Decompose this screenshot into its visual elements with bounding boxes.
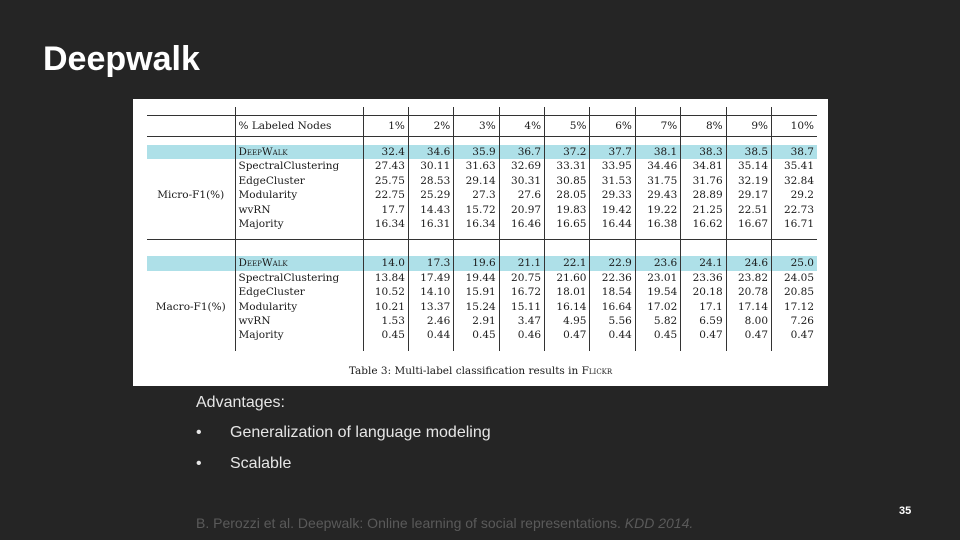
value-cell: 35.9 (454, 145, 499, 159)
value-cell: 21.1 (499, 256, 544, 270)
column-header: 5% (545, 116, 590, 137)
spacer-cell (363, 248, 408, 256)
spacer-cell (726, 137, 771, 146)
value-cell: 31.75 (635, 174, 680, 188)
algorithm-cell: Modularity (235, 188, 363, 202)
value-cell: 20.18 (681, 285, 726, 299)
value-cell: 27.6 (499, 188, 544, 202)
spacer-cell (681, 240, 726, 249)
spacer-cell (499, 343, 544, 351)
value-cell: 36.7 (499, 145, 544, 159)
value-cell: 29.17 (726, 188, 771, 202)
algorithm-cell: DeepWalk (235, 145, 363, 159)
value-cell: 20.97 (499, 203, 544, 217)
spacer-cell (363, 107, 408, 116)
value-cell: 8.00 (726, 314, 771, 328)
value-cell: 22.51 (726, 203, 771, 217)
value-cell: 13.37 (408, 300, 453, 314)
value-cell: 38.5 (726, 145, 771, 159)
value-cell: 15.11 (499, 300, 544, 314)
metric-cell (147, 159, 235, 173)
spacer-cell (235, 231, 363, 240)
table-row (147, 145, 817, 159)
value-cell: 32.69 (499, 159, 544, 173)
advantages-item (196, 422, 491, 444)
citation-text: B. Perozzi et al. Deepwalk: Online learning of social representations. (196, 515, 625, 531)
spacer-cell (726, 231, 771, 240)
spacer-cell (545, 240, 590, 249)
value-cell: 16.34 (454, 217, 499, 231)
value-cell: 7.26 (790, 315, 814, 328)
column-header: 6% (590, 116, 635, 137)
spacer-cell (454, 137, 499, 146)
table-row (147, 203, 817, 217)
value-cell: 18.54 (590, 285, 635, 299)
table-row (147, 328, 817, 342)
value-cell: 29.33 (590, 188, 635, 202)
table-spacer-row (147, 248, 817, 256)
spacer-cell (635, 343, 680, 351)
citation (196, 515, 693, 531)
bullet-icon: • (196, 455, 202, 472)
table-row (147, 300, 817, 314)
value-cell: 5.56 (590, 314, 635, 328)
table-row (147, 314, 817, 328)
table-spacer-row (147, 107, 817, 116)
column-header: 9% (726, 116, 771, 137)
value-cell: 18.01 (545, 285, 590, 299)
results-table-figure (133, 99, 828, 386)
value-cell: 16.67 (726, 217, 771, 231)
value-cell: 4.95 (545, 314, 590, 328)
spacer-cell (454, 343, 499, 351)
table-caption-dataset: Flickr (581, 365, 613, 377)
value-cell: 0.47 (545, 328, 590, 342)
results-table (147, 107, 817, 351)
value-cell: 19.22 (635, 203, 680, 217)
algorithm-cell: Majority (235, 217, 363, 231)
column-header: 8% (681, 116, 726, 137)
table-header-row (147, 116, 817, 137)
value-cell: 31.76 (681, 174, 726, 188)
spacer-cell (147, 137, 235, 146)
table-body (147, 107, 817, 351)
table-row (147, 174, 817, 188)
value-cell: 25.29 (408, 188, 453, 202)
table-row (147, 256, 817, 270)
value-cell: 2.91 (454, 314, 499, 328)
value-cell: 27.43 (363, 159, 408, 173)
spacer-cell (235, 343, 363, 351)
spacer-cell (726, 240, 771, 249)
table-spacer-row (147, 343, 817, 351)
spacer-cell (499, 240, 544, 249)
metric-cell (147, 271, 235, 285)
spacer-cell (635, 240, 680, 249)
value-cell: 24.05 (783, 271, 814, 284)
value-cell: 29.14 (454, 174, 499, 188)
value-cell: 20.78 (726, 285, 771, 299)
value-cell: 13.84 (363, 271, 408, 285)
table-row (147, 159, 817, 173)
table-row (147, 285, 817, 299)
value-cell: 38.3 (681, 145, 726, 159)
algorithm-cell: Majority (235, 328, 363, 342)
spacer-cell (635, 107, 680, 116)
value-cell: 23.6 (635, 256, 680, 270)
algorithm-cell: Modularity (235, 300, 363, 314)
value-cell: 32.19 (726, 174, 771, 188)
spacer-cell (726, 248, 771, 256)
value-cell: 34.81 (681, 159, 726, 173)
metric-cell (147, 203, 235, 217)
spacer-cell (235, 137, 363, 146)
spacer-cell (681, 137, 726, 146)
spacer-cell (681, 248, 726, 256)
value-cell: 21.25 (681, 203, 726, 217)
spacer-cell (545, 137, 590, 146)
value-cell: 19.44 (454, 271, 499, 285)
value-cell: 17.3 (408, 256, 453, 270)
value-cell: 28.53 (408, 174, 453, 188)
metric-cell: Macro-F1(%) (147, 300, 235, 314)
spacer-cell (635, 137, 680, 146)
spacer-cell (545, 107, 590, 116)
spacer-cell (363, 240, 408, 249)
spacer-cell (772, 248, 817, 256)
citation-venue: KDD 2014. (624, 515, 694, 531)
column-header: 7% (635, 116, 680, 137)
advantages-heading: Advantages: (196, 394, 285, 411)
spacer-cell (635, 248, 680, 256)
value-cell: 21.60 (545, 271, 590, 285)
value-cell: 30.31 (499, 174, 544, 188)
metric-cell (147, 256, 235, 270)
column-header: 1% (363, 116, 408, 137)
algorithm-cell: EdgeCluster (235, 174, 363, 188)
algorithm-cell: wvRN (235, 203, 363, 217)
spacer-cell (147, 343, 235, 351)
spacer-cell (499, 107, 544, 116)
value-cell: 22.36 (590, 271, 635, 285)
value-cell: 37.7 (590, 145, 635, 159)
value-cell: 10.21 (363, 300, 408, 314)
value-cell: 3.47 (499, 314, 544, 328)
spacer-cell (590, 248, 635, 256)
value-cell: 29.2 (790, 189, 814, 202)
spacer-cell (147, 107, 235, 116)
value-cell: 16.65 (545, 217, 590, 231)
metric-cell: Micro-F1(%) (147, 188, 235, 202)
spacer-cell (363, 137, 408, 146)
metric-cell (147, 328, 235, 342)
bullet-icon: • (196, 424, 202, 441)
value-cell: 16.44 (590, 217, 635, 231)
value-cell: 23.36 (681, 271, 726, 285)
value-cell: 0.44 (590, 328, 635, 342)
value-cell: 23.82 (726, 271, 771, 285)
value-cell: 0.46 (499, 328, 544, 342)
value-cell: 5.82 (635, 314, 680, 328)
value-cell: 25.0 (772, 256, 817, 270)
spacer-cell (635, 231, 680, 240)
value-cell: 16.72 (499, 285, 544, 299)
spacer-cell (499, 231, 544, 240)
value-cell: 30.85 (545, 174, 590, 188)
table-spacer-row (147, 137, 817, 146)
spacer-cell (590, 107, 635, 116)
spacer-cell (590, 231, 635, 240)
value-cell: 32.84 (783, 174, 814, 187)
value-cell: 37.2 (545, 145, 590, 159)
advantages-item-text: Scalable (230, 455, 292, 472)
value-cell: 20.75 (499, 271, 544, 285)
spacer-cell (147, 240, 235, 249)
value-cell: 35.14 (726, 159, 771, 173)
algorithm-cell: wvRN (235, 314, 363, 328)
value-cell: 35.41 (783, 160, 814, 173)
spacer-cell (454, 240, 499, 249)
header-spacer-cell (147, 116, 235, 137)
spacer-cell (726, 107, 771, 116)
spacer-cell (681, 343, 726, 351)
value-cell: 22.73 (783, 203, 814, 216)
column-header: 10% (772, 116, 817, 137)
advantages-item (196, 453, 491, 475)
spacer-cell (408, 248, 453, 256)
spacer-cell (499, 137, 544, 146)
value-cell: 27.3 (454, 188, 499, 202)
spacer-cell (681, 107, 726, 116)
header-label-cell: % Labeled Nodes (235, 116, 363, 137)
value-cell: 17.49 (408, 271, 453, 285)
page-number: 35 (899, 505, 912, 517)
spacer-cell (408, 137, 453, 146)
value-cell: 19.6 (454, 256, 499, 270)
spacer-cell (545, 231, 590, 240)
value-cell: 0.45 (454, 328, 499, 342)
value-cell: 22.1 (545, 256, 590, 270)
value-cell: 17.7 (363, 203, 408, 217)
spacer-cell (681, 231, 726, 240)
spacer-cell (772, 231, 817, 240)
value-cell: 17.12 (783, 300, 814, 313)
advantages-list (196, 422, 491, 475)
spacer-cell (772, 240, 817, 249)
spacer-cell (408, 343, 453, 351)
table-row (147, 217, 817, 231)
spacer-cell (408, 231, 453, 240)
value-cell: 16.14 (545, 300, 590, 314)
value-cell: 24.1 (681, 256, 726, 270)
slide-title: Deepwalk (43, 40, 200, 78)
column-header: 3% (454, 116, 499, 137)
value-cell: 31.53 (590, 174, 635, 188)
spacer-cell (363, 231, 408, 240)
table-spacer-row (147, 240, 817, 249)
value-cell: 24.6 (726, 256, 771, 270)
value-cell: 28.05 (545, 188, 590, 202)
value-cell: 38.1 (635, 145, 680, 159)
value-cell: 15.72 (454, 203, 499, 217)
value-cell: 23.01 (635, 271, 680, 285)
value-cell: 30.11 (408, 159, 453, 173)
value-cell: 19.54 (635, 285, 680, 299)
algorithm-cell: DeepWalk (235, 256, 363, 270)
value-cell: 0.47 (726, 328, 771, 342)
spacer-cell (408, 107, 453, 116)
spacer-cell (454, 231, 499, 240)
column-header: 2% (408, 116, 453, 137)
value-cell: 14.0 (363, 256, 408, 270)
value-cell: 29.43 (635, 188, 680, 202)
metric-cell (147, 145, 235, 159)
value-cell: 16.71 (783, 218, 814, 231)
value-cell: 31.63 (454, 159, 499, 173)
spacer-cell (408, 240, 453, 249)
table-caption (133, 365, 828, 377)
value-cell: 0.47 (790, 329, 814, 342)
algorithm-cell: EdgeCluster (235, 285, 363, 299)
advantages-item-text: Generalization of language modeling (230, 424, 491, 441)
advantages-section (196, 392, 491, 484)
value-cell: 15.91 (454, 285, 499, 299)
table-row (147, 271, 817, 285)
value-cell: 0.47 (681, 328, 726, 342)
column-header: 4% (499, 116, 544, 137)
table-caption-text: Table 3: Multi-label classification results in (348, 365, 582, 377)
spacer-cell (363, 343, 408, 351)
spacer-cell (147, 248, 235, 256)
value-cell: 25.75 (363, 174, 408, 188)
value-cell: 0.45 (363, 328, 408, 342)
value-cell: 6.59 (681, 314, 726, 328)
value-cell: 17.14 (726, 300, 771, 314)
spacer-cell (499, 248, 544, 256)
spacer-cell (590, 137, 635, 146)
spacer-cell (147, 231, 235, 240)
spacer-cell (235, 248, 363, 256)
value-cell: 16.62 (681, 217, 726, 231)
value-cell: 16.64 (590, 300, 635, 314)
spacer-cell (590, 240, 635, 249)
value-cell: 22.9 (590, 256, 635, 270)
value-cell: 16.31 (408, 217, 453, 231)
value-cell: 15.24 (454, 300, 499, 314)
value-cell: 10.52 (363, 285, 408, 299)
value-cell: 38.7 (772, 145, 817, 159)
spacer-cell (772, 107, 817, 116)
spacer-cell (454, 248, 499, 256)
spacer-cell (772, 137, 817, 146)
spacer-cell (545, 248, 590, 256)
value-cell: 33.31 (545, 159, 590, 173)
value-cell: 20.85 (783, 286, 814, 299)
value-cell: 17.02 (635, 300, 680, 314)
metric-cell (147, 285, 235, 299)
value-cell: 19.83 (545, 203, 590, 217)
spacer-cell (235, 107, 363, 116)
value-cell: 28.89 (681, 188, 726, 202)
value-cell: 2.46 (408, 314, 453, 328)
metric-cell (147, 314, 235, 328)
spacer-cell (235, 240, 363, 249)
value-cell: 0.45 (635, 328, 680, 342)
value-cell: 16.34 (363, 217, 408, 231)
value-cell: 19.42 (590, 203, 635, 217)
spacer-cell (772, 343, 817, 351)
value-cell: 16.46 (499, 217, 544, 231)
algorithm-cell: SpectralClustering (235, 271, 363, 285)
metric-cell (147, 217, 235, 231)
value-cell: 17.1 (681, 300, 726, 314)
value-cell: 16.38 (635, 217, 680, 231)
algorithm-cell: SpectralClustering (235, 159, 363, 173)
value-cell: 32.4 (363, 145, 408, 159)
value-cell: 14.10 (408, 285, 453, 299)
value-cell: 1.53 (363, 314, 408, 328)
value-cell: 33.95 (590, 159, 635, 173)
spacer-cell (454, 107, 499, 116)
table-spacer-row (147, 231, 817, 240)
spacer-cell (545, 343, 590, 351)
value-cell: 14.43 (408, 203, 453, 217)
value-cell: 34.46 (635, 159, 680, 173)
table-row (147, 188, 817, 202)
value-cell: 0.44 (408, 328, 453, 342)
spacer-cell (726, 343, 771, 351)
value-cell: 34.6 (408, 145, 453, 159)
value-cell: 22.75 (363, 188, 408, 202)
metric-cell (147, 174, 235, 188)
spacer-cell (590, 343, 635, 351)
